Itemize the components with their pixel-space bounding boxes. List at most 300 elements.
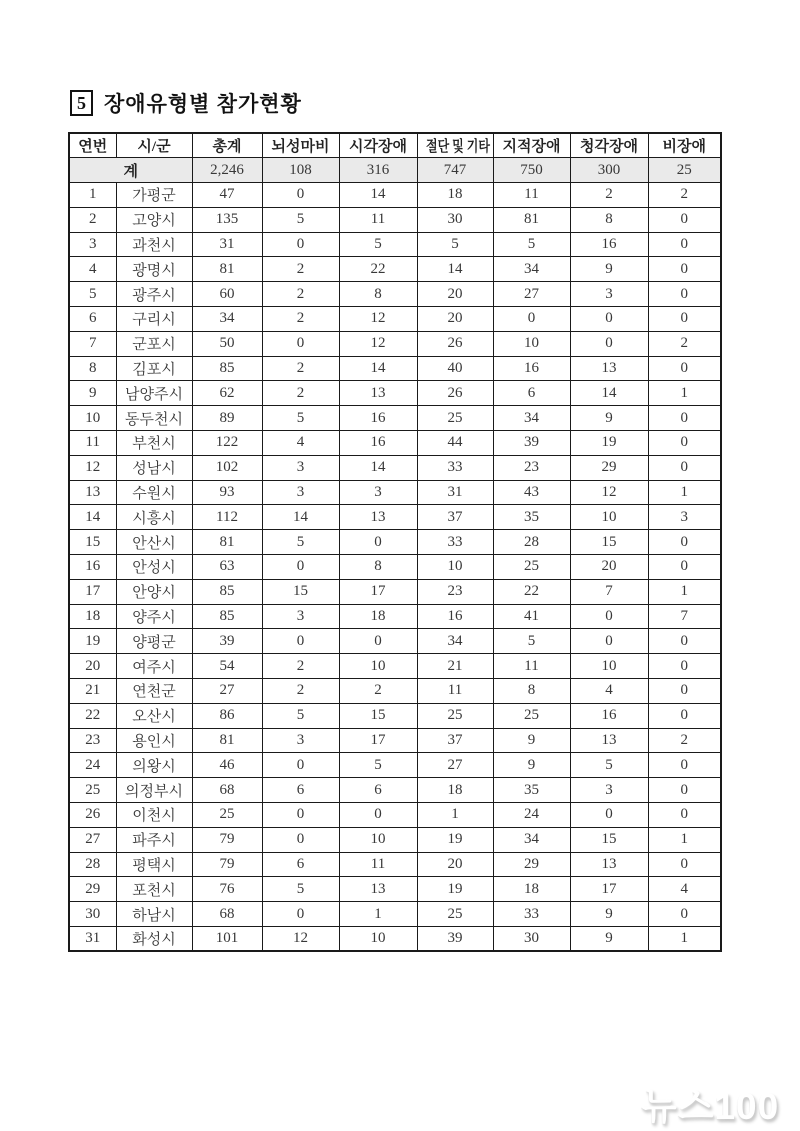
value-cell: 0: [648, 307, 721, 332]
value-cell: 13: [339, 505, 417, 530]
value-cell: 112: [192, 505, 262, 530]
value-cell: 0: [262, 183, 339, 208]
value-cell: 0: [262, 629, 339, 654]
value-cell: 81: [192, 257, 262, 282]
value-cell: 0: [339, 629, 417, 654]
page-title: [70, 88, 302, 118]
value-cell: 40: [417, 356, 493, 381]
value-cell: 18: [417, 183, 493, 208]
table-row: [69, 629, 721, 654]
value-cell: 14: [339, 455, 417, 480]
value-cell: 3: [648, 505, 721, 530]
value-cell: 63: [192, 555, 262, 580]
row-number-cell: 22: [69, 703, 116, 728]
value-cell: 0: [648, 455, 721, 480]
district-cell: 광명시: [116, 257, 192, 282]
value-cell: 25: [417, 406, 493, 431]
value-cell: 37: [417, 505, 493, 530]
value-cell: 31: [192, 232, 262, 257]
value-cell: 18: [339, 604, 417, 629]
value-cell: 44: [417, 431, 493, 456]
value-cell: 10: [570, 654, 648, 679]
value-cell: 0: [648, 753, 721, 778]
value-cell: 6: [262, 778, 339, 803]
value-cell: 27: [192, 679, 262, 704]
table-row: [69, 778, 721, 803]
value-cell: 2: [262, 307, 339, 332]
district-cell: 김포시: [116, 356, 192, 381]
value-cell: 9: [493, 728, 570, 753]
value-cell: 2: [262, 654, 339, 679]
district-cell: 용인시: [116, 728, 192, 753]
total-value-cell: 750: [493, 158, 570, 183]
district-cell: 포천시: [116, 877, 192, 902]
value-cell: 11: [493, 183, 570, 208]
row-number-cell: 9: [69, 381, 116, 406]
row-number-cell: 10: [69, 406, 116, 431]
value-cell: 3: [339, 480, 417, 505]
row-number-cell: 20: [69, 654, 116, 679]
row-number-cell: 11: [69, 431, 116, 456]
value-cell: 5: [262, 703, 339, 728]
row-number-cell: 5: [69, 282, 116, 307]
district-cell: 가평군: [116, 183, 192, 208]
header-cell: 총계: [192, 133, 262, 158]
value-cell: 1: [648, 827, 721, 852]
value-cell: 3: [262, 480, 339, 505]
value-cell: 41: [493, 604, 570, 629]
value-cell: 2: [262, 679, 339, 704]
table-row: [69, 902, 721, 927]
table-row: [69, 852, 721, 877]
total-value-cell: 25: [648, 158, 721, 183]
row-number-cell: 2: [69, 207, 116, 232]
value-cell: 2: [648, 728, 721, 753]
value-cell: 101: [192, 927, 262, 952]
value-cell: 8: [339, 555, 417, 580]
value-cell: 0: [570, 629, 648, 654]
value-cell: 8: [339, 282, 417, 307]
value-cell: 6: [493, 381, 570, 406]
value-cell: 9: [570, 406, 648, 431]
value-cell: 26: [417, 331, 493, 356]
row-number-cell: 1: [69, 183, 116, 208]
value-cell: 62: [192, 381, 262, 406]
row-number-cell: 17: [69, 579, 116, 604]
value-cell: 7: [648, 604, 721, 629]
value-cell: 0: [339, 530, 417, 555]
value-cell: 13: [570, 852, 648, 877]
value-cell: 54: [192, 654, 262, 679]
value-cell: 1: [648, 381, 721, 406]
value-cell: 18: [493, 877, 570, 902]
value-cell: 0: [262, 803, 339, 828]
value-cell: 11: [339, 852, 417, 877]
district-cell: 광주시: [116, 282, 192, 307]
table-row: [69, 679, 721, 704]
total-value-cell: 300: [570, 158, 648, 183]
total-value-cell: 316: [339, 158, 417, 183]
value-cell: 25: [417, 703, 493, 728]
value-cell: 1: [339, 902, 417, 927]
value-cell: 10: [570, 505, 648, 530]
district-cell: 여주시: [116, 654, 192, 679]
value-cell: 0: [648, 530, 721, 555]
value-cell: 79: [192, 852, 262, 877]
value-cell: 3: [262, 728, 339, 753]
table-row: [69, 803, 721, 828]
district-cell: 평택시: [116, 852, 192, 877]
table-row: [69, 207, 721, 232]
value-cell: 15: [339, 703, 417, 728]
value-cell: 0: [570, 307, 648, 332]
row-number-cell: 28: [69, 852, 116, 877]
table-row: [69, 728, 721, 753]
district-cell: 수원시: [116, 480, 192, 505]
value-cell: 5: [493, 232, 570, 257]
value-cell: 2: [648, 183, 721, 208]
row-number-cell: 23: [69, 728, 116, 753]
value-cell: 12: [262, 927, 339, 952]
value-cell: 9: [570, 927, 648, 952]
value-cell: 85: [192, 604, 262, 629]
value-cell: 24: [493, 803, 570, 828]
value-cell: 8: [570, 207, 648, 232]
row-number-cell: 29: [69, 877, 116, 902]
value-cell: 39: [192, 629, 262, 654]
value-cell: 1: [648, 480, 721, 505]
value-cell: 26: [417, 381, 493, 406]
value-cell: 31: [417, 480, 493, 505]
value-cell: 5: [417, 232, 493, 257]
value-cell: 50: [192, 331, 262, 356]
table-header: [69, 133, 721, 158]
value-cell: 3: [262, 604, 339, 629]
district-cell: 군포시: [116, 331, 192, 356]
value-cell: 122: [192, 431, 262, 456]
district-cell: 의왕시: [116, 753, 192, 778]
value-cell: 34: [493, 406, 570, 431]
row-number-cell: 25: [69, 778, 116, 803]
row-number-cell: 4: [69, 257, 116, 282]
value-cell: 0: [262, 753, 339, 778]
row-number-cell: 3: [69, 232, 116, 257]
value-cell: 8: [493, 679, 570, 704]
value-cell: 0: [648, 257, 721, 282]
value-cell: 5: [262, 530, 339, 555]
value-cell: 16: [417, 604, 493, 629]
district-cell: 동두천시: [116, 406, 192, 431]
value-cell: 22: [339, 257, 417, 282]
value-cell: 13: [339, 877, 417, 902]
value-cell: 93: [192, 480, 262, 505]
table-row: [69, 232, 721, 257]
value-cell: 39: [493, 431, 570, 456]
row-number-cell: 30: [69, 902, 116, 927]
value-cell: 2: [262, 257, 339, 282]
value-cell: 3: [262, 455, 339, 480]
value-cell: 33: [493, 902, 570, 927]
table-row: [69, 703, 721, 728]
value-cell: 27: [493, 282, 570, 307]
row-number-cell: 31: [69, 927, 116, 952]
value-cell: 21: [417, 654, 493, 679]
value-cell: 3: [570, 778, 648, 803]
value-cell: 12: [339, 331, 417, 356]
table-row: [69, 604, 721, 629]
value-cell: 2: [262, 356, 339, 381]
value-cell: 0: [262, 331, 339, 356]
value-cell: 81: [493, 207, 570, 232]
value-cell: 35: [493, 778, 570, 803]
value-cell: 23: [417, 579, 493, 604]
header-cell: 뇌성마비: [262, 133, 339, 158]
value-cell: 11: [339, 207, 417, 232]
value-cell: 34: [417, 629, 493, 654]
header-cell: 시각장애: [339, 133, 417, 158]
value-cell: 19: [417, 877, 493, 902]
value-cell: 30: [493, 927, 570, 952]
value-cell: 60: [192, 282, 262, 307]
table-row: [69, 654, 721, 679]
value-cell: 13: [570, 356, 648, 381]
total-label-cell: 계: [69, 158, 192, 183]
district-cell: 부천시: [116, 431, 192, 456]
table-row: [69, 827, 721, 852]
header-cell: 연번: [69, 133, 116, 158]
value-cell: 0: [570, 604, 648, 629]
header-row: [69, 133, 721, 158]
title-text: 장애유형별 참가현황: [104, 92, 302, 116]
table-row: [69, 183, 721, 208]
value-cell: 5: [339, 753, 417, 778]
value-cell: 17: [570, 877, 648, 902]
value-cell: 37: [417, 728, 493, 753]
value-cell: 6: [262, 852, 339, 877]
value-cell: 0: [648, 555, 721, 580]
district-cell: 남양주시: [116, 381, 192, 406]
value-cell: 86: [192, 703, 262, 728]
value-cell: 9: [570, 257, 648, 282]
value-cell: 1: [648, 579, 721, 604]
value-cell: 10: [339, 654, 417, 679]
value-cell: 2: [262, 282, 339, 307]
value-cell: 81: [192, 530, 262, 555]
district-cell: 하남시: [116, 902, 192, 927]
value-cell: 20: [570, 555, 648, 580]
row-number-cell: 24: [69, 753, 116, 778]
table-row: [69, 555, 721, 580]
value-cell: 25: [493, 703, 570, 728]
value-cell: 89: [192, 406, 262, 431]
value-cell: 19: [570, 431, 648, 456]
table-row: [69, 307, 721, 332]
value-cell: 2: [570, 183, 648, 208]
header-cell: 청각장애: [570, 133, 648, 158]
value-cell: 0: [570, 331, 648, 356]
row-number-cell: 16: [69, 555, 116, 580]
value-cell: 0: [648, 282, 721, 307]
value-cell: 34: [493, 827, 570, 852]
row-number-cell: 13: [69, 480, 116, 505]
value-cell: 0: [648, 803, 721, 828]
value-cell: 5: [262, 406, 339, 431]
table-row: [69, 579, 721, 604]
table-row: [69, 927, 721, 952]
value-cell: 25: [192, 803, 262, 828]
value-cell: 5: [262, 207, 339, 232]
value-cell: 33: [417, 455, 493, 480]
value-cell: 34: [493, 257, 570, 282]
value-cell: 0: [648, 703, 721, 728]
value-cell: 29: [493, 852, 570, 877]
value-cell: 0: [648, 778, 721, 803]
table-row: [69, 431, 721, 456]
total-value-cell: 747: [417, 158, 493, 183]
row-number-cell: 18: [69, 604, 116, 629]
value-cell: 10: [417, 555, 493, 580]
row-number-cell: 27: [69, 827, 116, 852]
participation-table: [68, 132, 722, 952]
value-cell: 0: [262, 902, 339, 927]
value-cell: 0: [262, 232, 339, 257]
value-cell: 0: [648, 356, 721, 381]
value-cell: 68: [192, 778, 262, 803]
table-row: [69, 455, 721, 480]
table-row: [69, 356, 721, 381]
value-cell: 5: [262, 877, 339, 902]
value-cell: 0: [648, 679, 721, 704]
value-cell: 13: [570, 728, 648, 753]
table-row: [69, 381, 721, 406]
total-value-cell: 108: [262, 158, 339, 183]
district-cell: 안양시: [116, 579, 192, 604]
value-cell: 7: [570, 579, 648, 604]
district-cell: 과천시: [116, 232, 192, 257]
value-cell: 0: [570, 803, 648, 828]
value-cell: 4: [570, 679, 648, 704]
district-cell: 성남시: [116, 455, 192, 480]
value-cell: 39: [417, 927, 493, 952]
value-cell: 6: [339, 778, 417, 803]
table-row: [69, 753, 721, 778]
value-cell: 102: [192, 455, 262, 480]
district-cell: 안산시: [116, 530, 192, 555]
value-cell: 2: [648, 331, 721, 356]
district-cell: 양주시: [116, 604, 192, 629]
value-cell: 20: [417, 282, 493, 307]
value-cell: 76: [192, 877, 262, 902]
row-number-cell: 8: [69, 356, 116, 381]
value-cell: 14: [262, 505, 339, 530]
district-cell: 시흥시: [116, 505, 192, 530]
value-cell: 34: [192, 307, 262, 332]
value-cell: 15: [262, 579, 339, 604]
value-cell: 33: [417, 530, 493, 555]
value-cell: 0: [648, 431, 721, 456]
row-number-cell: 21: [69, 679, 116, 704]
district-cell: 구리시: [116, 307, 192, 332]
table-row: [69, 877, 721, 902]
value-cell: 23: [493, 455, 570, 480]
value-cell: 25: [493, 555, 570, 580]
value-cell: 5: [339, 232, 417, 257]
value-cell: 85: [192, 579, 262, 604]
value-cell: 11: [417, 679, 493, 704]
value-cell: 13: [339, 381, 417, 406]
value-cell: 4: [262, 431, 339, 456]
row-number-cell: 6: [69, 307, 116, 332]
header-cell: 비장애: [648, 133, 721, 158]
value-cell: 0: [648, 654, 721, 679]
value-cell: 9: [570, 902, 648, 927]
value-cell: 2: [262, 381, 339, 406]
value-cell: 10: [493, 331, 570, 356]
value-cell: 25: [417, 902, 493, 927]
title-number-box: 5: [70, 90, 93, 116]
value-cell: 0: [262, 555, 339, 580]
value-cell: 16: [570, 232, 648, 257]
value-cell: 9: [493, 753, 570, 778]
value-cell: 20: [417, 852, 493, 877]
district-cell: 양평군: [116, 629, 192, 654]
value-cell: 17: [339, 728, 417, 753]
district-cell: 고양시: [116, 207, 192, 232]
table-row: [69, 505, 721, 530]
district-cell: 화성시: [116, 927, 192, 952]
table-row: [69, 480, 721, 505]
news100-watermark-logo: 뉴스100: [641, 1086, 780, 1127]
value-cell: 81: [192, 728, 262, 753]
value-cell: 16: [493, 356, 570, 381]
value-cell: 16: [570, 703, 648, 728]
district-cell: 오산시: [116, 703, 192, 728]
header-cell: 절단 및 기타: [417, 133, 493, 158]
value-cell: 68: [192, 902, 262, 927]
value-cell: 0: [648, 406, 721, 431]
value-cell: 17: [339, 579, 417, 604]
value-cell: 11: [493, 654, 570, 679]
value-cell: 4: [648, 877, 721, 902]
value-cell: 47: [192, 183, 262, 208]
header-cell: 시/군: [116, 133, 192, 158]
value-cell: 14: [339, 356, 417, 381]
district-cell: 연천군: [116, 679, 192, 704]
header-cell: 지적장애: [493, 133, 570, 158]
row-number-cell: 12: [69, 455, 116, 480]
value-cell: 20: [417, 307, 493, 332]
row-number-cell: 14: [69, 505, 116, 530]
district-cell: 파주시: [116, 827, 192, 852]
value-cell: 135: [192, 207, 262, 232]
total-value-cell: 2,246: [192, 158, 262, 183]
value-cell: 2: [339, 679, 417, 704]
value-cell: 10: [339, 827, 417, 852]
table-row: [69, 257, 721, 282]
value-cell: 10: [339, 927, 417, 952]
value-cell: 35: [493, 505, 570, 530]
value-cell: 1: [648, 927, 721, 952]
value-cell: 30: [417, 207, 493, 232]
value-cell: 5: [570, 753, 648, 778]
table-body: [69, 158, 721, 952]
value-cell: 0: [648, 207, 721, 232]
value-cell: 1: [417, 803, 493, 828]
value-cell: 0: [648, 852, 721, 877]
value-cell: 14: [417, 257, 493, 282]
total-row: [69, 158, 721, 183]
district-cell: 이천시: [116, 803, 192, 828]
